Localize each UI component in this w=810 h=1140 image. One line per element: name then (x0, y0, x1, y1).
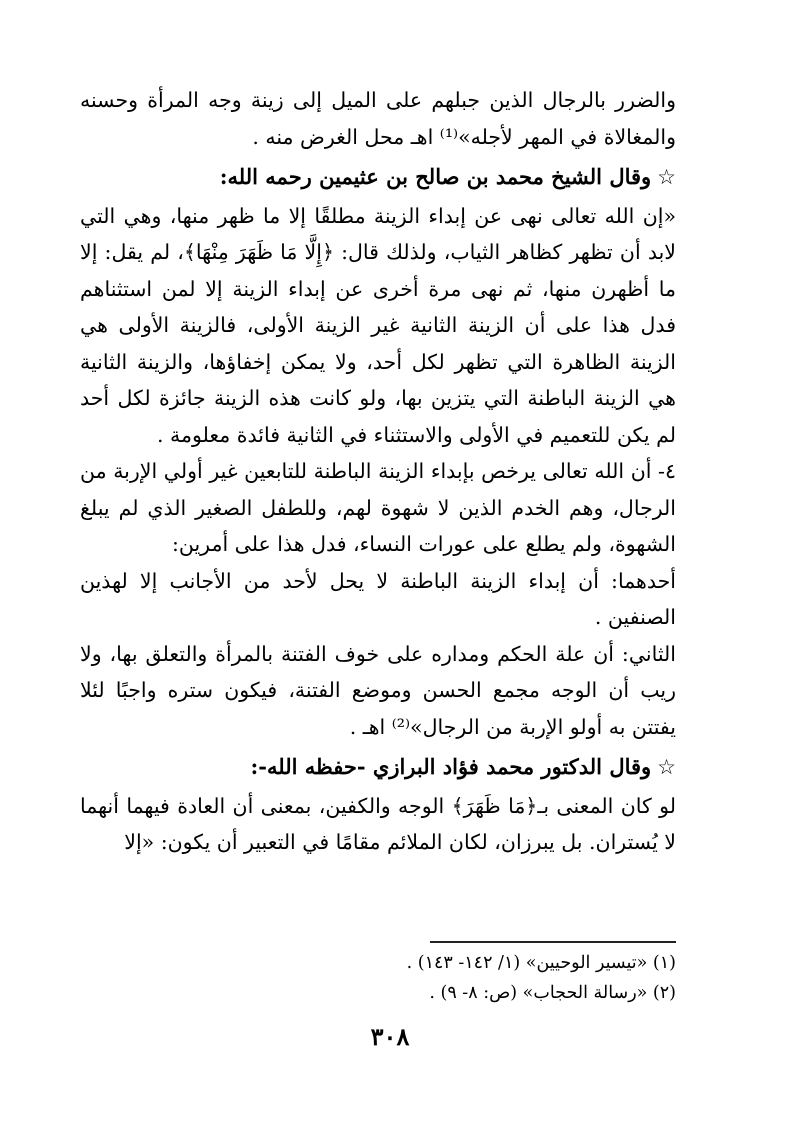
star-icon: ☆ (657, 165, 676, 189)
heading-2-text: وقال الدكتور محمد فؤاد البرازي -حفظه الله-: (250, 754, 652, 779)
page-body (80, 82, 676, 861)
paragraph-6: لو كان المعنى بـ﴿مَا ظَهَرَ﴾ الوجه والكفين، بمعنى أن العادة فيهما أنهما لا يُستران. بل يبرزان، لكان الملائم مقامًا في التعبير أن يكون: «إلا (80, 793, 676, 854)
footnote-1: (١) «تيسير الوحيين» (١/ ١٤٢- ١٤٣) . (406, 953, 676, 973)
footnotes (80, 948, 676, 1008)
heading-1-text: وقال الشيخ محمد بن صالح بن عثيمين رحمه الله: (219, 164, 652, 189)
footnote-separator (430, 941, 676, 943)
paragraph-4: أحدهما: أن إبداء الزينة الباطنة لا يحل لأحد من الأجانب إلا لهذين الصنفين . (80, 568, 676, 629)
section-heading-1 (80, 159, 676, 196)
paragraph-3: ٤- أن الله تعالى يرخص بإبداء الزينة الباطنة للتابعين غير أولي الإربة من الرجال، وهم الخدم الذين لا شهوة لهم، وللطفل الصغير الذي لم يبلغ الشهوة، ولم يطلع على عورات النساء، فدل هذا على أمرين: (80, 459, 676, 556)
paragraph-5: الثاني: أن علة الحكم ومداره على خوف الفتنة بالمرأة والتعلق بها، ولا ريب أن الوجه مجمع الحسن وموضع الفتنة، فيكون ستره واجبًا لئلا يفتتن به أولو الإربة من الرجال»⁽²⁾ اهـ . (80, 641, 676, 739)
footnote-2: (٢) «رسالة الحجاب» (ص: ٨- ٩) . (429, 983, 676, 1003)
section-heading-2 (80, 749, 676, 786)
paragraph-1: والضرر بالرجال الذين جبلهم على الميل إلى زينة وجه المرأة وحسنه والمغالاة في المهر لأجله»⁽¹⁾ اهـ محل الغرض منه . (80, 88, 676, 149)
page-number: ٣٠٨ (370, 1022, 410, 1051)
star-icon: ☆ (657, 755, 676, 779)
paragraph-2: «إن الله تعالى نهى عن إبداء الزينة مطلقًا إلا ما ظهر منها، وهي التي لابد أن تظهر كظاهر الثياب، ولذلك قال: ﴿إِلَّا مَا ظَهَرَ مِنْهَا﴾، لم يقل: إلا ما أظهرن منها، ثم نهى مرة أخرى عن إبداء الزينة إلا لمن استثناهم فدل هذا على أن الزينة الثانية غير الزينة الأولى، فالزينة الأولى هي الزينة الظاهرة التي تظهر لكل أحد، ولا يمكن إخفاؤها، والزينة الثانية هي الزينة الباطنة التي يتزين بها، ولو كانت هذه الزينة جائزة لكل أحد لم يكن للتعميم في الأولى والاستثناء في الثانية فائدة معلومة . (80, 203, 676, 447)
